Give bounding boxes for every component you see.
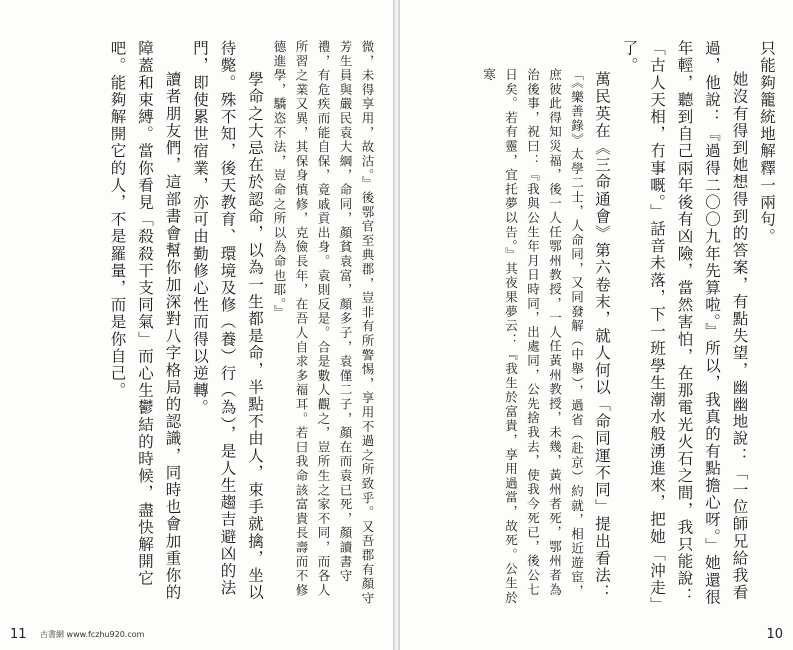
- quote-continuation: 微，未得享用，故沽。』後鄂官至典郡，豈非有所警惕，享用不過之所致乎。又吾郡有顏守芳生員與嚴民袁大綱，命同，顏貧袁富，顏多子，袁僅二子，顏在而袁已死，顏讀書守禮，有危疾而能自保，竟戚貢出身。袁則反是。合是數人觀之，豈所生之家不同，而各人所習之業又異，其保身慎修，克儉長年，在吾人自求多福耳。若曰我命該富貴長壽而不修德進學，驕恣不法，豈命之所以為命也耶。』: [272, 40, 375, 606]
- paragraph: 萬民英在《三命通會》第六卷末，就人何以「命同運不同」提出看法：: [593, 71, 611, 602]
- right-page: [400, 0, 793, 650]
- right-page-text: [440, 40, 780, 610]
- left-page: [0, 0, 393, 650]
- page-number: 10: [766, 627, 783, 642]
- left-page-text: [20, 40, 380, 610]
- page-number: 11: [10, 627, 27, 642]
- paragraph: 學命之大忌在於認命，以為一生都是命，半點不由人，束手就擒，坐以待斃。殊不知，後天教育、環境及修（養）行（為），是人生趨吉避凶的法門，即使累世宿業，亦可由勤修心性而得以逆轉。: [191, 40, 264, 602]
- paragraph: 讀者朋友們，這部書會幫你加深對八字格局的認識，同時也會加重你的障蓋和束縛。當你看見「殺殺干支同氣」而心生鬱結的時候，盡快解開它吧。能夠解開它的人，不是羅量，而是你自己。: [108, 40, 182, 602]
- paragraph: 她沒有得到她想得到的答案，有點失望，幽幽地說：「一位師兄給我看過，他說：『過得二〇〇九年先算啦。』所以，我真的有點擔心呀。」她還很年輕，聽到自己兩年後有凶險，當然害怕，在那電光火石之間，我只能說：「古人天相，冇事嘅。」話音未落，下一班學生潮水般湧進來，把她「沖走」了。: [620, 40, 749, 606]
- book-gutter: [393, 0, 400, 650]
- watermark: 古書網 www.fczhu920.com: [40, 630, 145, 639]
- paragraph: 只能夠籠統地解釋一兩句。: [758, 40, 776, 246]
- quote-block: 「《樂善錄》太學二士，人命同，又同發解（中舉），過省（赴京）約就，相近遊宦，庶彼此得知災福，後一人任鄂州教授，一人任黃州教授，未幾，黃州者死，鄂州者為治後事，祝曰：『我與公生年月日時同，出處同，公先捨我去，使我今死已，後公七日矣。若有靈，宜托夢以告。』其夜果夢云：『我生於富貴，享用過當，故死。公生於寒: [481, 67, 585, 605]
